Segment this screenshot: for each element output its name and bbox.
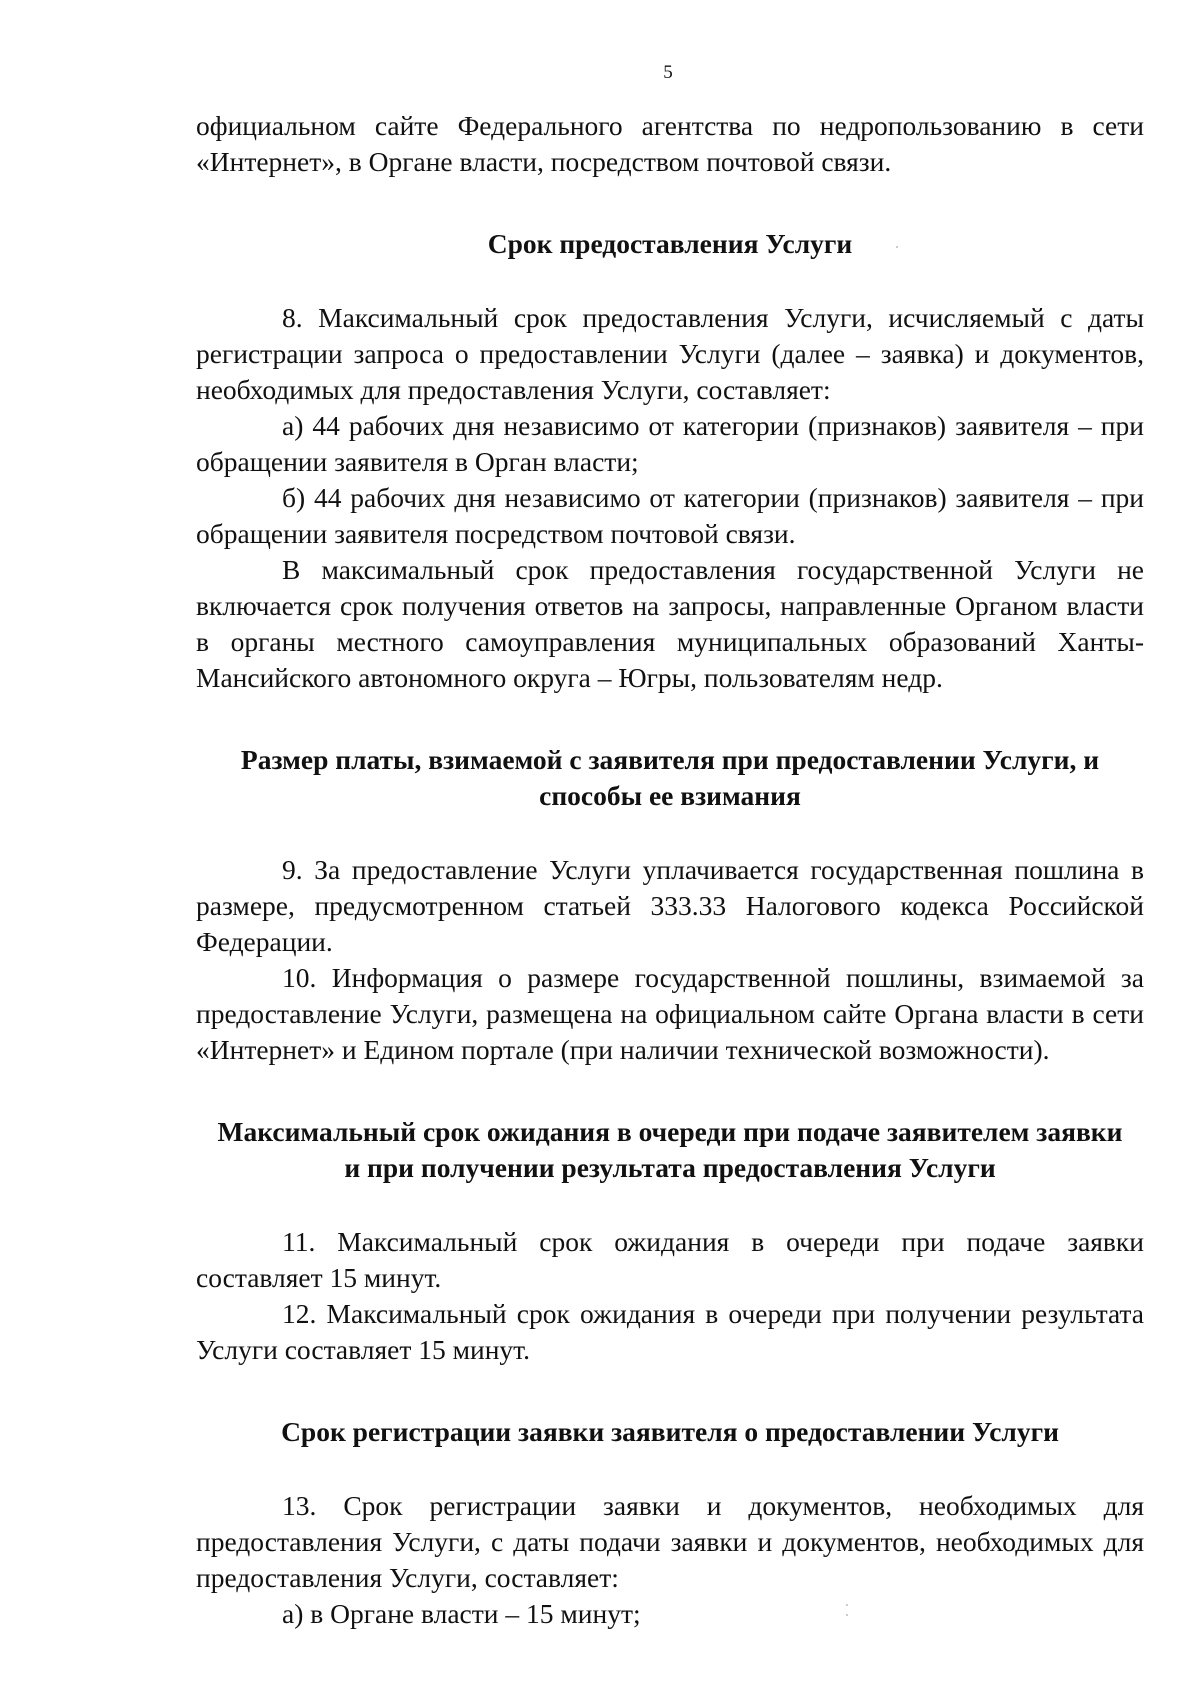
paragraph-8c: В максимальный срок предоставления государственной Услуги не включается срок получения ответов на запросы, направленные Органом власти в органы местного самоуправления муниципальных образований Ханты-Мансийского автономного округа – Югры, пользователям недр. [196, 554, 1144, 693]
heading-fee-line1: Размер платы, взимаемой с заявителя при предоставлении Услуги, и [240, 744, 1100, 775]
paragraph-10: 10. Информация о размере государственной пошлины, взимаемой за предоставление Услуги, размещена на официальном сайте Органа власти в сети «Интернет» и Едином портале (при наличии технической возможности). [196, 962, 1144, 1065]
heading-queue-line2: и при получении результата предоставления Услуги [344, 1152, 996, 1183]
heading-fee-line2: способы ее взимания [539, 780, 801, 811]
section-queue [196, 1224, 1144, 1368]
heading-registration: Срок регистрации заявки заявителя о предоставлении Услуги [281, 1416, 1059, 1447]
paragraph-11: 11. Максимальный срок ожидания в очереди при подаче заявки составляет 15 минут. [196, 1226, 1144, 1293]
paragraph-8b: б) 44 рабочих дня независимо от категории (признаков) заявителя – при обращении заявителя посредством почтовой связи. [196, 482, 1144, 549]
paragraph-13a: а) в Органе власти – 15 минут; [282, 1598, 641, 1629]
scan-speck [846, 1614, 848, 1616]
intro-paragraph: официальном сайте Федерального агентства по недропользованию в сети «Интернет», в Органе власти, посредством почтовой связи. [196, 110, 1144, 177]
section-registration [196, 1488, 1144, 1632]
page-number: 5 [663, 62, 673, 83]
heading-fee [196, 742, 1144, 814]
section-fee [196, 852, 1144, 1068]
paragraph-13: 13. Срок регистрации заявки и документов, необходимых для предоставления Услуги, с даты подачи заявки и документов, необходимых для предоставления Услуги, составляет: [196, 1490, 1144, 1593]
document-body [196, 108, 1144, 1632]
heading-queue [196, 1114, 1144, 1186]
paragraph-8a: а) 44 рабочих дня независимо от категории (признаков) заявителя – при обращении заявителя в Орган власти; [196, 410, 1144, 477]
heading-service-term: Срок предоставления Услуги [487, 228, 853, 259]
heading-queue-line1: Максимальный срок ожидания в очереди при подаче заявителем заявки [217, 1116, 1123, 1147]
scan-speck [896, 246, 898, 248]
scan-speck [846, 1604, 848, 1606]
paragraph-9: 9. За предоставление Услуги уплачивается государственная пошлина в размере, предусмотренном статьей 333.33 Налогового кодекса Российской Федерации. [196, 854, 1144, 957]
paragraph-8: 8. Максимальный срок предоставления Услуги, исчисляемый с даты регистрации запроса о предоставлении Услуги (далее – заявка) и документов, необходимых для предоставления Услуги, составляет: [196, 302, 1144, 405]
paragraph-12: 12. Максимальный срок ожидания в очереди при получении результата Услуги составляет 15 минут. [196, 1298, 1144, 1365]
section-service-term [196, 300, 1144, 696]
